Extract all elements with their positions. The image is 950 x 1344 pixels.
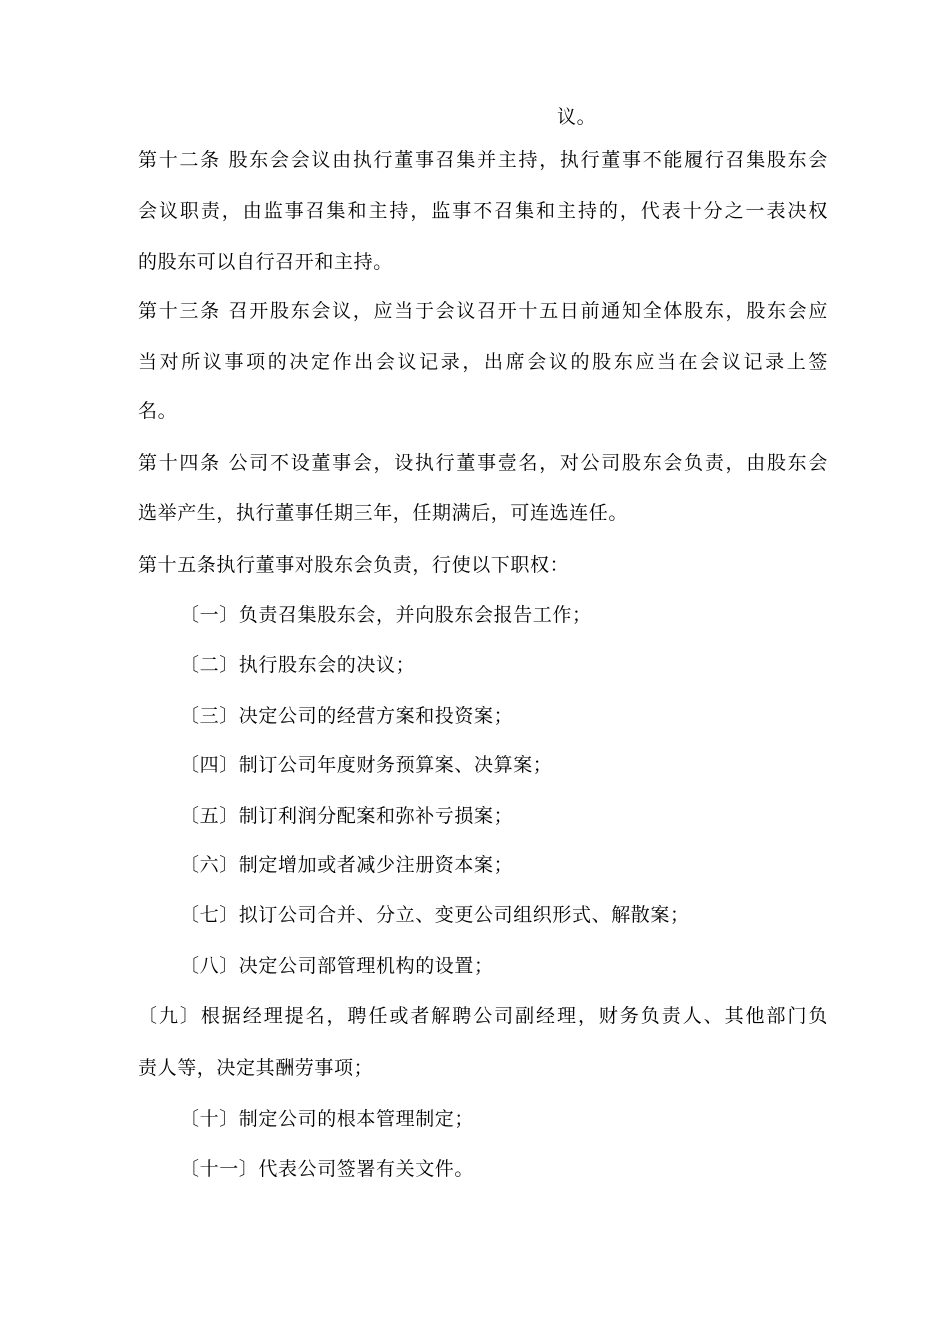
article-14-line-1: 第十四条 公司不设董事会，设执行董事壹名，对公司股东会负责，由股东会 xyxy=(138,452,828,474)
article-15-item-10: 〔十〕制定公司的根本管理制定； xyxy=(180,1108,475,1130)
article-12-line-1: 第十二条 股东会会议由执行董事召集并主持，执行董事不能履行召集股东会 xyxy=(138,149,828,171)
article-15-item-11: 〔十一〕代表公司签署有关文件。 xyxy=(180,1158,475,1180)
article-15-item-6: 〔六〕制定增加或者减少注册资本案； xyxy=(180,854,514,876)
article-13-line-2: 当对所议事项的决定作出会议记录，出席会议的股东应当在会议记录上签 xyxy=(138,351,828,373)
article-13-line-1: 第十三条 召开股东会议，应当于会议召开十五日前通知全体股东，股东会应 xyxy=(138,300,828,322)
article-15-item-4: 〔四〕制订公司年度财务预算案、决算案； xyxy=(180,754,553,776)
article-15-item-9-line-1: 〔九〕根据经理提名，聘任或者解聘公司副经理，财务负责人、其他部门负 xyxy=(138,1005,828,1027)
article-15-intro: 第十五条执行董事对股东会负责，行使以下职权： xyxy=(138,554,570,576)
article-13-line-3: 名。 xyxy=(138,400,178,422)
article-15-item-8: 〔八〕决定公司部管理机构的设置； xyxy=(180,955,494,977)
article-15-item-2: 〔二〕执行股东会的决议； xyxy=(180,654,416,676)
article-15-item-9-line-2: 责人等，决定其酬劳事项； xyxy=(138,1057,374,1079)
article-12-line-3: 的股东可以自行召开和主持。 xyxy=(138,251,393,273)
top-fragment: 议。 xyxy=(557,106,597,128)
article-15-item-7: 〔七〕拟订公司合并、分立、变更公司组织形式、解散案； xyxy=(180,904,690,926)
article-12-line-2: 会议职责，由监事召集和主持，监事不召集和主持的，代表十分之一表决权 xyxy=(138,200,828,222)
article-15-item-1: 〔一〕负责召集股东会，并向股东会报告工作； xyxy=(180,604,592,626)
article-15-item-5: 〔五〕制订利润分配案和弥补亏损案； xyxy=(180,805,514,827)
article-14-line-2: 选举产生，执行董事任期三年，任期满后，可连选连任。 xyxy=(138,502,629,524)
article-15-item-3: 〔三〕决定公司的经营方案和投资案； xyxy=(180,705,514,727)
